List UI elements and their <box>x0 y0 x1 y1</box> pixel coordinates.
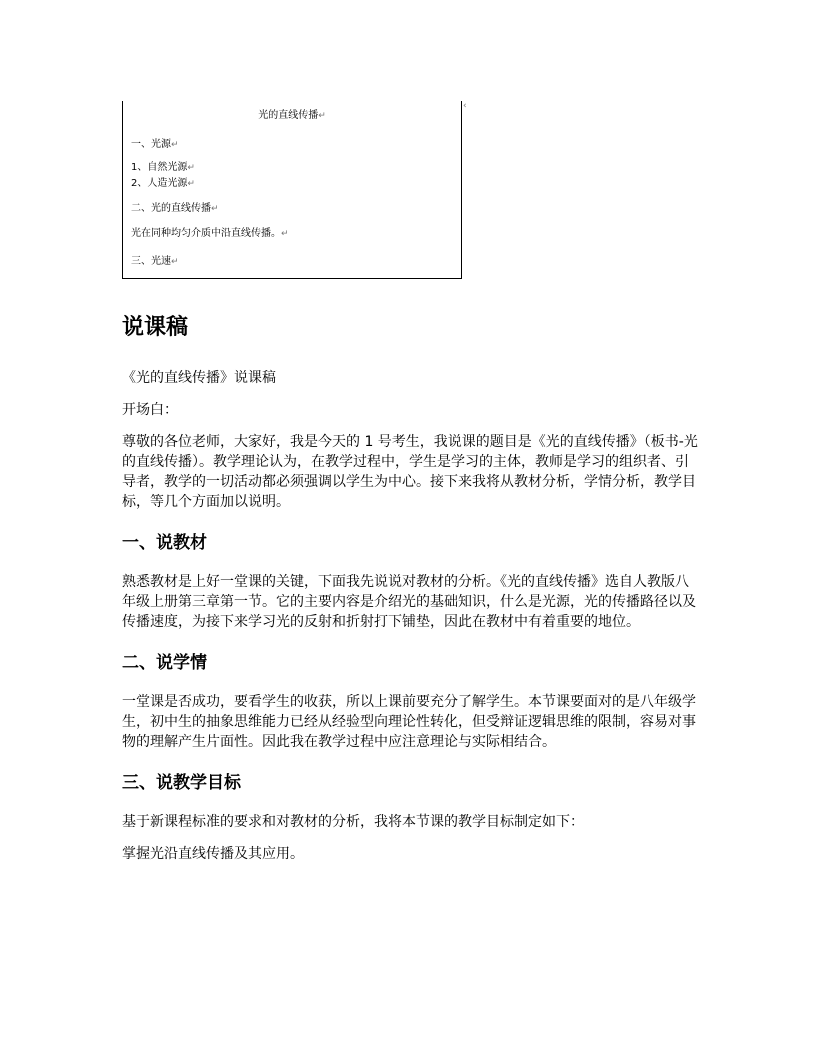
board-line: 1、自然光源↵ <box>131 162 195 173</box>
paragraph-mark-icon: ↵ <box>318 111 326 121</box>
opening-label: 开场白： <box>122 402 178 418</box>
paragraph-mark-icon: ↵ <box>187 163 195 173</box>
opening-paragraph: 尊敬的各位老师，大家好，我是今天的 1 号考生，我说课的题目是《光的直线传播》（板书-光的直线传播）。教学理论认为，在教学过程中，学生是学习的主体，教师是学习的组织者、引导者，教学的一切活动都必须强调以学生为中心。接下来我将从教材分析，学情分析，教学目标，等几个方面加以说明。 <box>122 434 698 510</box>
board-line: 2、人造光源↵ <box>131 178 195 189</box>
last-paragraph: 掌握光沿直线传播及其应用。 <box>122 846 304 862</box>
board-title: 光的直线传播↵ <box>258 110 326 121</box>
section-heading: 一、说教材 <box>122 533 207 553</box>
section-paragraph: 基于新课程标准的要求和对教材的分析，我将本节课的教学目标制定如下： <box>122 814 584 830</box>
blackboard-outline <box>122 101 462 279</box>
section-heading: 二、说学情 <box>122 653 207 673</box>
board-line: 三、光速↵ <box>131 256 179 267</box>
document-title: 说课稿 <box>122 315 189 340</box>
section-paragraph: 一堂课是否成功，要看学生的收获，所以上课前要充分了解学生。本节课要面对的是八年级学生，初中生的抽象思维能力已经从经验型向理论性转化，但受辩证逻辑思维的限制，容易对事物的理解产生片面性。因此我在教学过程中应注意理论与实际相结合。 <box>122 694 696 750</box>
board-line: 二、光的直线传播↵ <box>131 203 219 214</box>
document-subtitle: 《光的直线传播》说课稿 <box>122 370 276 386</box>
board-line: 一、光源↵ <box>131 139 179 150</box>
section-heading: 三、说教学目标 <box>122 773 241 793</box>
paragraph-mark-icon: ↵ <box>171 140 179 150</box>
paragraph-mark-icon: ↵ <box>187 179 195 189</box>
paragraph-mark-icon: ↵ <box>211 204 219 214</box>
cell-end-mark-icon: ‹ <box>463 101 467 111</box>
paragraph-mark-icon: ↵ <box>281 229 289 239</box>
document-body <box>122 312 698 864</box>
board-line: 光在同种均匀介质中沿直线传播。↵ <box>131 228 289 239</box>
paragraph-mark-icon: ↵ <box>171 257 179 267</box>
section-paragraph: 熟悉教材是上好一堂课的关键，下面我先说说对教材的分析。《光的直线传播》选自人教版八年级上册第三章第一节。它的主要内容是介绍光的基础知识，什么是光源，光的传播路径以及传播速度，为接下来学习光的反射和折射打下铺垫，因此在教材中有着重要的地位。 <box>122 574 696 630</box>
